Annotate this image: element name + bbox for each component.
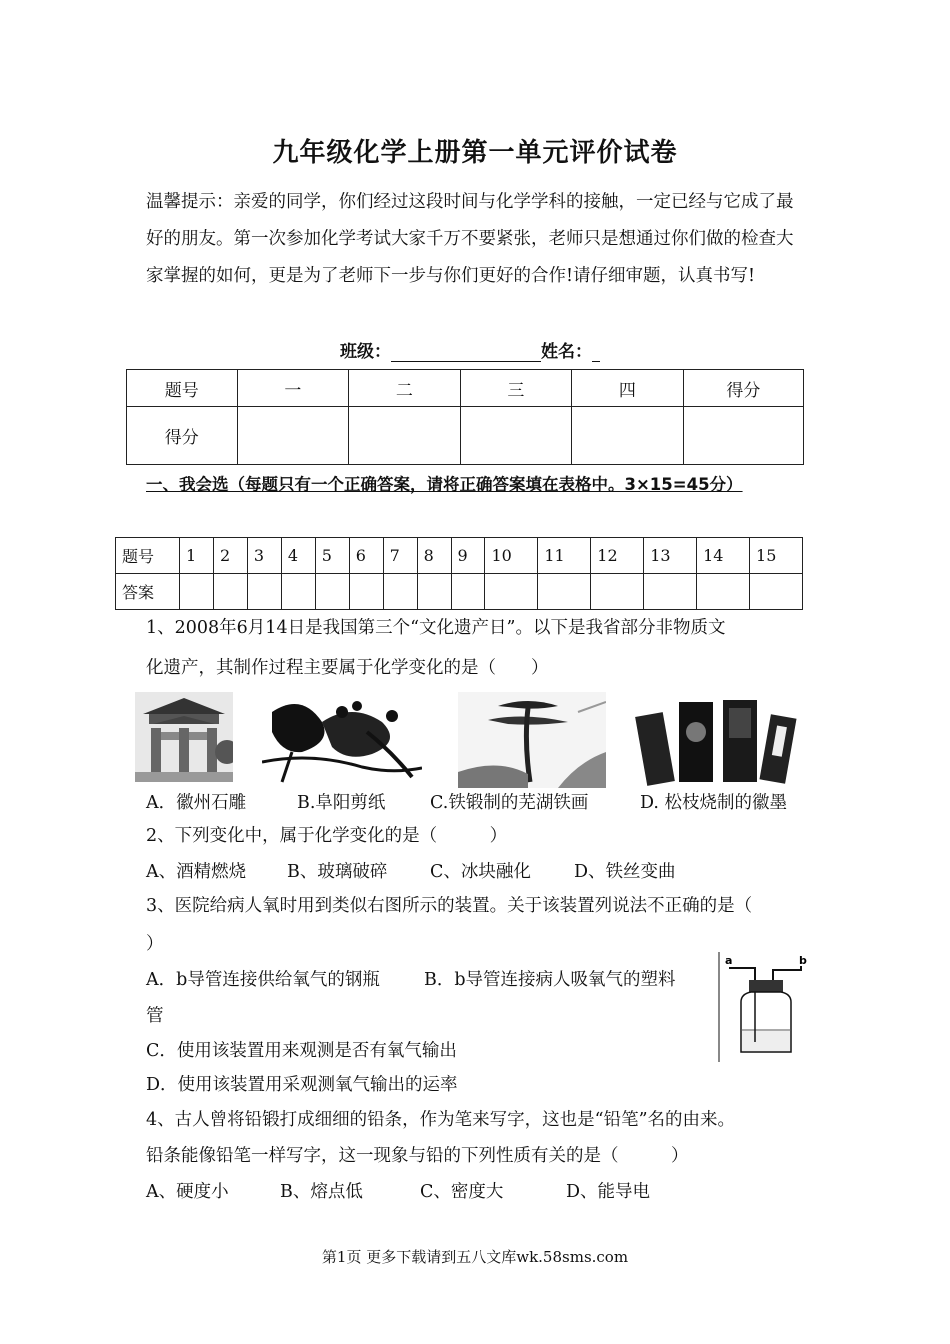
ink-sticks-picture xyxy=(635,692,805,790)
answer-cell[interactable] xyxy=(417,574,451,610)
q1-stem-line2: 化遗产，其制作过程主要属于化学变化的是（ ） xyxy=(146,658,549,678)
apparatus-label-b: b xyxy=(799,954,807,967)
q3-stem-line2: ） xyxy=(146,934,164,954)
q3-stem-line1: 3、医院给病人氧时用到类似右图所示的装置。关于该装置列说法不正确的是（ xyxy=(146,896,753,916)
q4-stem-line1: 4、古人曾将铅锻打成细细的铅条，作为笔来写字，这也是“铅笔”名的由来。 xyxy=(146,1110,736,1130)
answer-row-label: 答案 xyxy=(116,574,180,610)
page-title: 九年级化学上册第一单元评价试卷 xyxy=(272,138,678,168)
answer-cell[interactable] xyxy=(281,574,315,610)
question-number: 5 xyxy=(315,538,349,574)
class-name-line xyxy=(340,337,600,362)
answer-cell[interactable] xyxy=(349,574,383,610)
q1-stem-line1: 1、2008年6月14日是我国第三个“文化遗产日”。以下是我省部分非物质文 xyxy=(146,618,726,638)
answer-cell[interactable] xyxy=(538,574,591,610)
question-number: 8 xyxy=(417,538,451,574)
q4-option-a: A、硬度小 xyxy=(146,1182,229,1202)
page-footer: 第1页 更多下载请到五八文库wk.58sms.com xyxy=(321,1248,629,1266)
q3-option-c: C．使用该装置用来观测是否有氧气输出 xyxy=(146,1041,457,1061)
answer-cell[interactable] xyxy=(697,574,750,610)
q2-option-b: B、玻璃破碎 xyxy=(287,862,388,882)
name-label: 姓名： xyxy=(541,342,592,362)
q3-option-b-line2: 管 xyxy=(146,1006,164,1026)
q2-option-a: A、酒精燃烧 xyxy=(146,862,247,882)
q1-option-d: D. 松枝烧制的徽墨 xyxy=(640,793,788,813)
q1-option-b: B.阜阳剪纸 xyxy=(297,793,386,813)
class-label: 班级： xyxy=(340,342,391,362)
q4-option-b: B、熔点低 xyxy=(280,1182,363,1202)
answer-cell[interactable] xyxy=(315,574,349,610)
q1-option-a: A．徽州石雕 xyxy=(146,793,247,813)
intro-paragraph: 温馨提示：亲爱的同学，你们经过这段时间与化学学科的接触，一定已经与它成了最好的朋友。第一次参加化学考试大家千万不要紧张，老师只是想通过你们做的检查大家掌握的如何，更是为了老师下一步与你们更好的合作!请仔细审题，认真书写! xyxy=(146,192,794,286)
score-cell[interactable] xyxy=(237,407,349,465)
score-header: 二 xyxy=(349,370,461,407)
score-cell[interactable] xyxy=(460,407,572,465)
question-number: 2 xyxy=(213,538,247,574)
iron-painting-picture xyxy=(458,692,606,788)
q2-option-c: C、冰块融化 xyxy=(430,862,531,882)
score-cell[interactable] xyxy=(683,407,803,465)
question-number: 7 xyxy=(383,538,417,574)
score-header: 题号 xyxy=(127,370,238,407)
answer-table xyxy=(115,537,803,610)
answer-cell[interactable] xyxy=(591,574,644,610)
answer-cell[interactable] xyxy=(750,574,803,610)
paper-cutting-picture xyxy=(262,692,422,784)
score-header: 得分 xyxy=(683,370,803,407)
answer-cell[interactable] xyxy=(485,574,538,610)
question-number: 11 xyxy=(538,538,591,574)
score-row-label: 得分 xyxy=(127,407,238,465)
score-header: 四 xyxy=(572,370,684,407)
score-cell[interactable] xyxy=(572,407,684,465)
question-number: 1 xyxy=(180,538,214,574)
answer-cell[interactable] xyxy=(383,574,417,610)
answer-cell[interactable] xyxy=(247,574,281,610)
answer-cell[interactable] xyxy=(644,574,697,610)
question-number: 3 xyxy=(247,538,281,574)
gas-bottle-apparatus xyxy=(715,952,815,1062)
score-table xyxy=(126,369,804,465)
name-blank[interactable] xyxy=(592,343,600,362)
section1-heading: 一、我会选（每题只有一个正确答案，请将正确答案填在表格中。3×15=45分） xyxy=(146,475,743,494)
question-number: 14 xyxy=(697,538,750,574)
q1-option-c: C.铁锻制的芜湖铁画 xyxy=(430,793,589,813)
question-number: 4 xyxy=(281,538,315,574)
question-number: 10 xyxy=(485,538,538,574)
question-number: 9 xyxy=(451,538,485,574)
apparatus-label-a: a xyxy=(725,954,733,967)
question-number: 15 xyxy=(750,538,803,574)
score-header: 三 xyxy=(460,370,572,407)
q2-stem: 2、下列变化中，属于化学变化的是（ ） xyxy=(146,826,508,846)
answer-cell[interactable] xyxy=(213,574,247,610)
q3-option-a: A．b导管连接供给氧气的钢瓶 xyxy=(146,970,380,990)
stone-archway-picture xyxy=(135,692,233,782)
answer-row-label: 题号 xyxy=(116,538,180,574)
score-cell[interactable] xyxy=(349,407,461,465)
score-header: 一 xyxy=(237,370,349,407)
q3-option-d: D．使用该装置用采观测氧气输出的运率 xyxy=(146,1075,458,1095)
q2-option-d: D、铁丝变曲 xyxy=(574,862,676,882)
question-number: 13 xyxy=(644,538,697,574)
q4-stem-line2: 铅条能像铅笔一样写字，这一现象与铅的下列性质有关的是（ ） xyxy=(146,1146,689,1166)
answer-cell[interactable] xyxy=(180,574,214,610)
q3-option-b-line1: B．b导管连接病人吸氧气的塑料 xyxy=(424,970,676,990)
class-blank[interactable] xyxy=(391,343,541,362)
q4-option-d: D、能导电 xyxy=(566,1182,651,1202)
question-number: 12 xyxy=(591,538,644,574)
answer-cell[interactable] xyxy=(451,574,485,610)
q4-option-c: C、密度大 xyxy=(420,1182,504,1202)
question-number: 6 xyxy=(349,538,383,574)
